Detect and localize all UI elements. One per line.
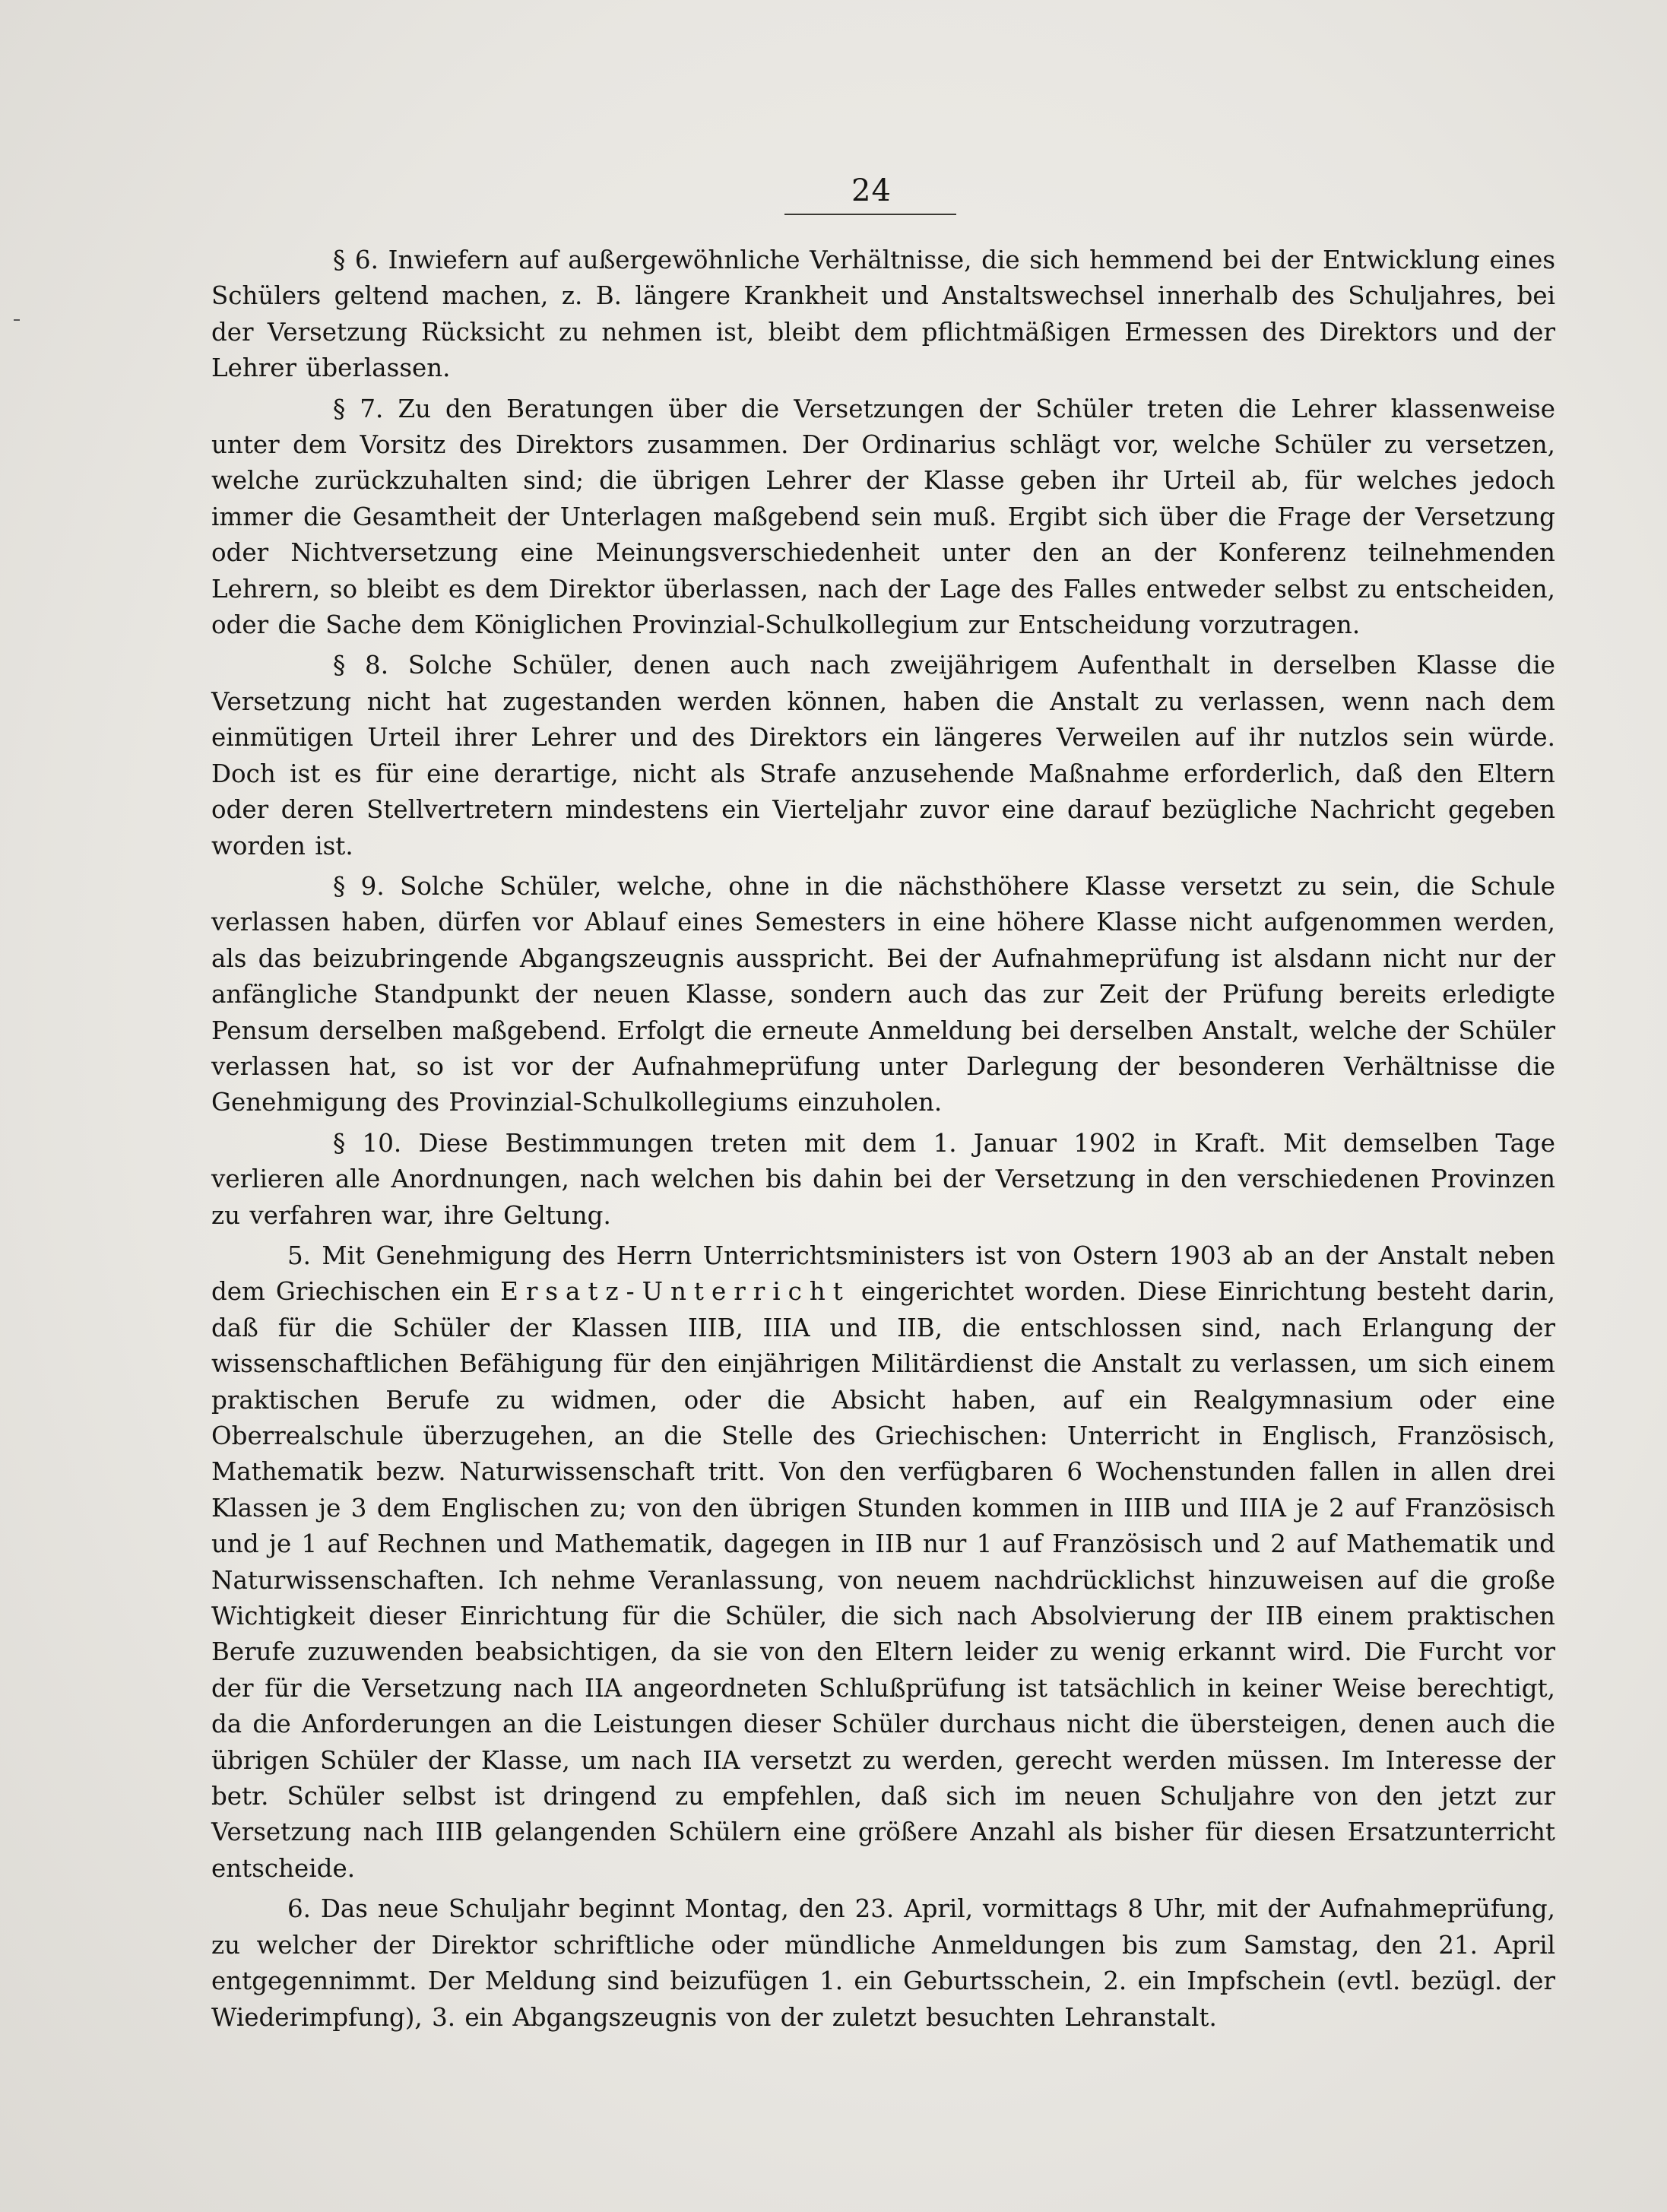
paragraph-section-9: § 9. Solche Schüler, welche, ohne in die nächsthöhere Klasse versetzt zu sein, die Schule verlassen haben, dürfen vor Ablauf eines Semesters in eine höhere Klasse nicht aufgenommen werden, als das beizubringende Abgangszeugnis ausspricht. Bei der Aufnahmeprüfung ist alsdann nicht nur der anfängliche Standpunkt der neuen Klasse, sondern auch das zur Zeit der Prüfung bereits erledigte Pensum derselben maßgebend. Erfolgt die erneute Anmeldung bei derselben Anstalt, welche der Schüler verlassen hat, so ist vor der Aufnahmeprüfung unter Darlegung der besonderen Verhältnisse die Genehmigung des Provinzial-Schulkollegiums einzuholen. — [211, 871, 1555, 1117]
point-5-text-after: eingerichtet worden. Diese Einrichtung besteht darin, daß für die Schüler der Klassen IIIB, IIIA und IIB, die entschlossen sind, nach Erlangung der wissenschaftlichen Befähigung für den einjährigen Militärdienst die Anstalt zu verlassen, um sich einem praktischen Berufe zu widmen, oder die Absicht haben, auf ein Realgymnasium oder eine Oberrealschule überzugehen, an die Stelle des Griechischen: Unterricht in Englisch, Französisch, Mathematik bezw. Naturwissenschaft tritt. Von den verfügbaren 6 Wochenstunden fallen in allen drei Klassen je 3 dem Englischen zu; von den übrigen Stunden kommen in IIIB und IIIA je 2 auf Französisch und je 1 auf Rechnen und Mathematik, dagegen in IIB nur 1 auf Französisch und 2 auf Mathematik und Naturwissenschaften. Ich nehme Veranlassung, von neuem nachdrücklichst hinzuweisen auf die große Wichtigkeit dieser Einrichtung für die Schüler, die sich nach Absolvierung der IIB einem praktischen Berufe zuzuwenden beabsichtigen, da sie von den Eltern leider zu wenig erkannt wird. Die Furcht vor der für die Versetzung nach IIA angeordneten Schlußprüfung ist tatsächlich in keiner Weise berechtigt, da die Anforderungen an die Leistungen dieser Schüler durchaus nicht die übersteigen, denen auch die übrigen Schüler der Klasse, um nach IIA versetzt zu werden, gerecht werden müssen. Im Interesse der betr. Schüler selbst ist dringend zu empfehlen, daß sich im neuen Schuljahre von den jetzt zur Versetzung nach IIIB gelangenden Schülern eine größere Anzahl als bisher für diesen Ersatzunterricht entscheide. — [211, 1277, 1555, 1883]
point-5-text-before: 5. Mit Genehmigung des Herrn Unterrichtsministers ist von Ostern 1903 ab an der Anstalt neben dem Griechischen ein — [211, 1241, 1555, 1307]
paragraph-point-6: 6. Das neue Schuljahr beginnt Montag, den 23. April, vormittags 8 Uhr, mit der Aufnahmeprüfung, zu welcher der Direktor schriftliche oder mündliche Anmeldungen bis zum Samstag, den 21. April entgegennimmt. Der Meldung sind beizufügen 1. ein Geburtsschein, 2. ein Impfschein (evtl. bezügl. der Wiederimpfung), 3. ein Abgangszeugnis von der zuletzt besuchten Lehranstalt. — [211, 1894, 1555, 2032]
paragraph-section-6: § 6. Inwiefern auf außergewöhnliche Verhältnisse, die sich hemmend bei der Entwicklung eines Schülers geltend machen, z. B. längere Krankheit und Anstaltswechsel innerhalb des Schuljahres, bei der Versetzung Rücksicht zu nehmen ist, bleibt dem pflichtmäßigen Ermessen des Direktors und der Lehrer überlassen. — [211, 246, 1555, 383]
page-number: 24 — [851, 173, 892, 208]
paragraph-section-7: § 7. Zu den Beratungen über die Versetzungen der Schüler treten die Lehrer klassenweise unter dem Vorsitz des Direktors zusammen. Der Ordinarius schlägt vor, welche Schüler zu versetzen, welche zurückzuhalten sind; die übrigen Lehrer der Klasse geben ihr Urteil ab, für welches jedoch immer die Gesamtheit der Unterlagen maßgebend sein muß. Ergibt sich über die Frage der Versetzung oder Nichtversetzung eine Meinungsverschiedenheit unter den an der Konferenz teilnehmenden Lehrern, so bleibt es dem Direktor überlassen, nach der Lage des Falles entweder selbst zu entscheiden, oder die Sache dem Königlichen Provinzial-Schulkollegium zur Entscheidung vorzutragen. — [211, 394, 1555, 640]
page-number-rule — [784, 214, 956, 215]
scan-speck — [14, 319, 20, 321]
paragraph-section-10: § 10. Diese Bestimmungen treten mit dem 1. Januar 1902 in Kraft. Mit demselben Tage verlieren alle Anordnungen, nach welchen bis dahin bei der Versetzung in den verschiedenen Provinzen zu verfahren war, ihre Geltung. — [211, 1128, 1555, 1230]
point-5-emphasis: Ersatz-Unterricht — [500, 1277, 851, 1307]
document-body — [211, 242, 1555, 2036]
paragraph-section-8: § 8. Solche Schüler, denen auch nach zweijährigem Aufenthalt in derselben Klasse die Versetzung nicht hat zugestanden werden können, haben die Anstalt zu verlassen, wenn nach dem einmütigen Urteil ihrer Lehrer und des Direktors ein längeres Verweilen auf ihr nutzlos sein würde. Doch ist es für eine derartige, nicht als Strafe anzusehende Maßnahme erforderlich, daß den Eltern oder deren Stellvertretern mindestens ein Vierteljahr zuvor eine darauf bezügliche Nachricht gegeben worden ist. — [211, 651, 1555, 860]
paragraph-point-5 — [211, 1238, 1555, 1887]
